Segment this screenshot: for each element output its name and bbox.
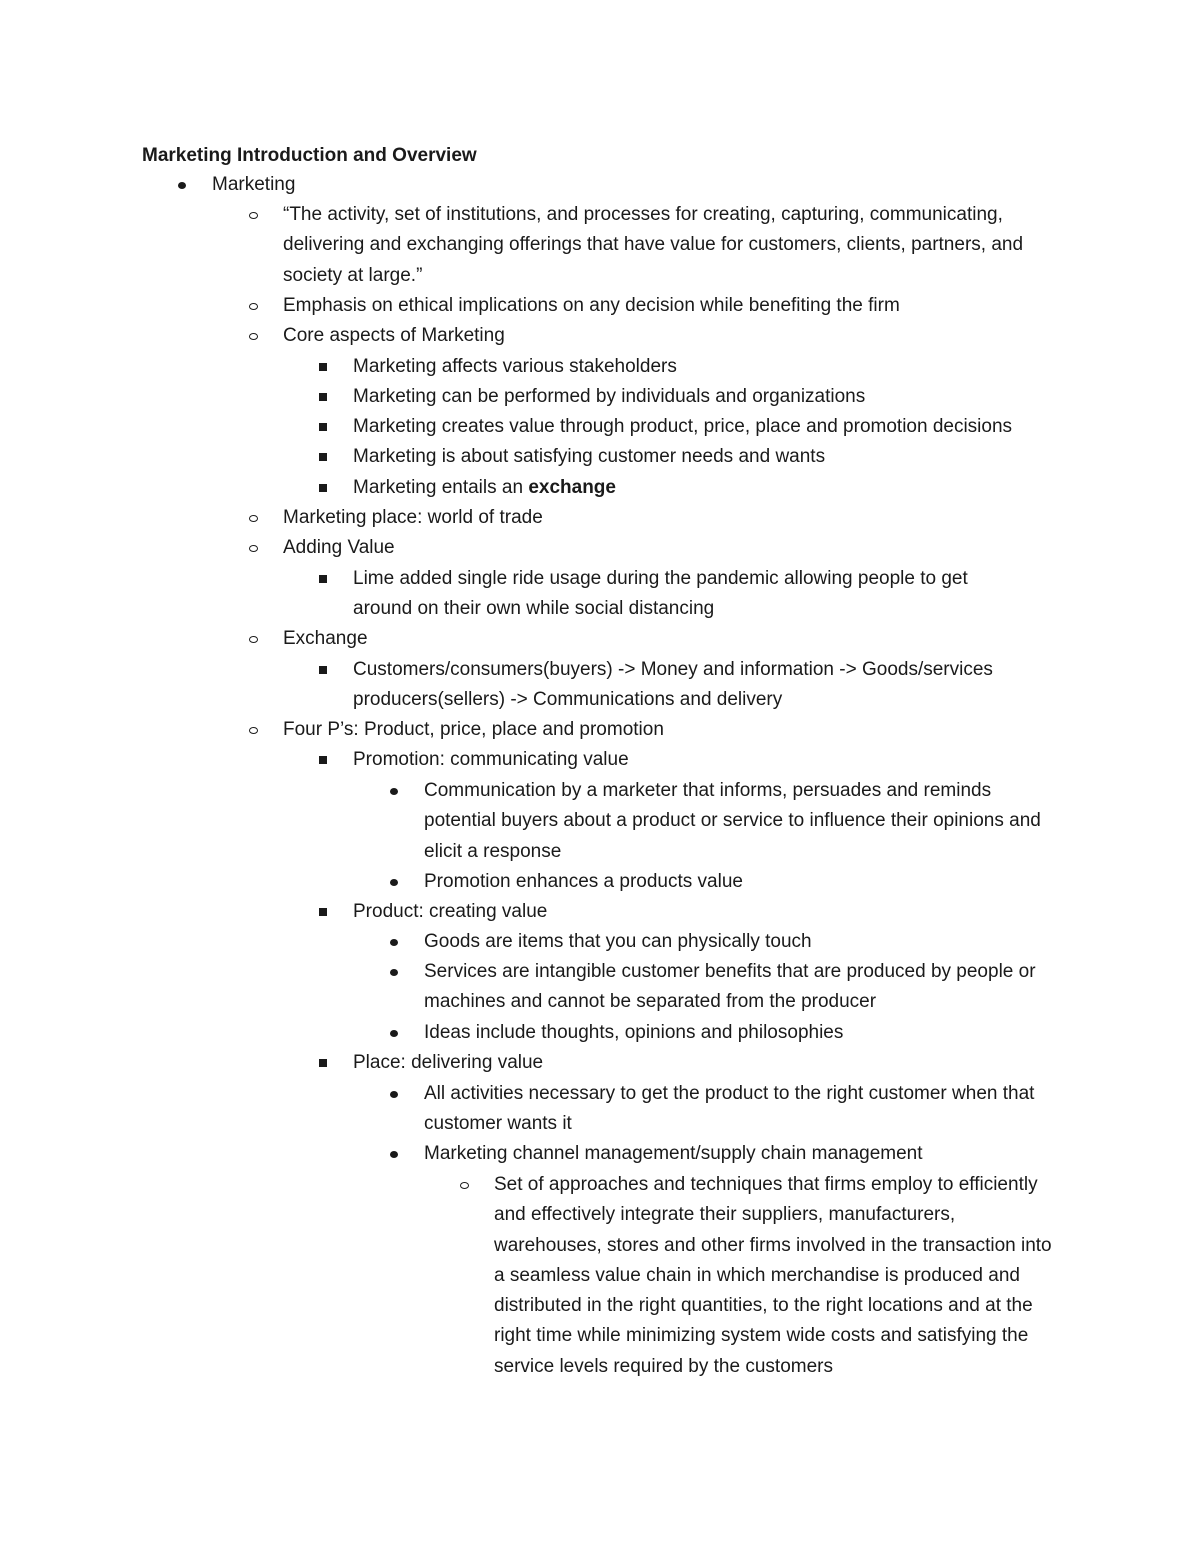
list-item-text: Promotion enhances a products value — [424, 871, 743, 892]
list-item-text: Customers/consumers(buyers) -> Money and information -> Goods/services producers(sellers) -> Communications and delivery — [353, 659, 993, 711]
list-item-exchange-flow — [353, 655, 1033, 716]
bullet-square-icon — [313, 412, 333, 442]
list-item-place-2 — [424, 1139, 1054, 1169]
list-item-promotion — [353, 745, 1053, 775]
list-item-text: All activities necessary to get the product to the right customer when that customer wants it — [424, 1083, 1035, 1135]
list-item-text: Marketing can be performed by individuals and organizations — [353, 386, 866, 407]
list-item-text: Marketing place: world of trade — [283, 507, 543, 528]
list-item-four-ps — [283, 715, 1058, 745]
list-item-text: Place: delivering value — [353, 1052, 544, 1073]
list-item-core-5 — [353, 473, 1073, 503]
list-item-text: Marketing channel management/supply chain management — [424, 1143, 923, 1164]
emphasis-exchange: exchange — [528, 477, 616, 498]
list-item-text: Marketing — [212, 174, 296, 195]
bullet-disc-icon — [384, 776, 404, 806]
bullet-square-icon — [313, 655, 333, 685]
list-item-definition — [283, 200, 1058, 291]
bullet-disc-icon — [384, 927, 404, 957]
bullet-square-icon — [313, 1048, 333, 1078]
list-item-core-aspects — [283, 321, 1058, 351]
page-title: Marketing Introduction and Overview — [142, 145, 477, 166]
list-item-text: “The activity, set of institutions, and processes for creating, capturing, communicating, delivering and exchanging offerings that have value for customers, clients, partners, and society at large.” — [283, 204, 1024, 286]
list-item-text: Adding Value — [283, 537, 395, 558]
list-item-core-4 — [353, 442, 1073, 472]
list-item-text: Communication by a marketer that informs, persuades and reminds potential buyers about a product or service to influence their opinions and elicit a response — [424, 780, 1041, 862]
list-item-core-1 — [353, 352, 1073, 382]
bullet-circle-icon — [243, 624, 263, 654]
list-item-text: Product: creating value — [353, 901, 548, 922]
list-item-core-3 — [353, 412, 1073, 442]
list-item-marketplace — [283, 503, 1058, 533]
list-item-adding-value — [283, 533, 1058, 563]
list-item-marketing — [212, 170, 972, 200]
bullet-square-icon — [313, 442, 333, 472]
list-item-lime — [353, 564, 1013, 625]
bullet-circle-icon — [243, 321, 263, 351]
list-item-promotion-1 — [424, 776, 1054, 867]
list-item-product — [353, 897, 1053, 927]
list-item-text: Goods are items that you can physically touch — [424, 931, 812, 952]
list-item-exchange — [283, 624, 1058, 654]
bullet-square-icon — [313, 897, 333, 927]
list-item-core-2 — [353, 382, 1073, 412]
list-item-text: Four P’s: Product, price, place and promotion — [283, 719, 664, 740]
bullet-disc-icon — [384, 1018, 404, 1048]
bullet-disc-icon — [172, 170, 192, 200]
bullet-circle-icon — [454, 1170, 474, 1200]
list-item-text: Emphasis on ethical implications on any decision while benefiting the firm — [283, 295, 900, 316]
bullet-square-icon — [313, 382, 333, 412]
list-item-text: Ideas include thoughts, opinions and philosophies — [424, 1022, 844, 1043]
bullet-square-icon — [313, 564, 333, 594]
bullet-disc-icon — [384, 1079, 404, 1109]
bullet-circle-icon — [243, 533, 263, 563]
list-item-product-2 — [424, 957, 1054, 1018]
list-item-place — [353, 1048, 1053, 1078]
list-item-text: Set of approaches and techniques that firms employ to efficiently and effectively integrate their suppliers, manufacturers, warehouses, stores and other firms involved in the transaction into a seamless value chain in which merchandise is produced and distributed in the right quantities, to the right locations and at the right time while minimizing system wide costs and satisfying the service levels required by the customers — [494, 1174, 1052, 1377]
list-item-text — [353, 473, 1073, 503]
bullet-circle-icon — [243, 291, 263, 321]
list-item-place-2-1 — [494, 1170, 1059, 1382]
list-item-text: Marketing is about satisfying customer needs and wants — [353, 446, 826, 467]
bullet-circle-icon — [243, 503, 263, 533]
bullet-disc-icon — [384, 1139, 404, 1169]
list-item-ethics — [283, 291, 1058, 321]
list-item-text: Lime added single ride usage during the pandemic allowing people to get around on their own while social distancing — [353, 568, 968, 620]
list-item-text-prefix: Marketing entails an — [353, 477, 529, 498]
list-item-product-3 — [424, 1018, 1054, 1048]
list-item-text: Promotion: communicating value — [353, 749, 629, 770]
list-item-text: Services are intangible customer benefits that are produced by people or machines and cannot be separated from the producer — [424, 961, 1036, 1013]
bullet-circle-icon — [243, 200, 263, 230]
bullet-circle-icon — [243, 715, 263, 745]
bullet-square-icon — [313, 473, 333, 503]
list-item-text: Core aspects of Marketing — [283, 325, 505, 346]
list-item-text: Marketing creates value through product, price, place and promotion decisions — [353, 416, 1013, 437]
list-item-place-1 — [424, 1079, 1049, 1140]
bullet-disc-icon — [384, 957, 404, 987]
bullet-square-icon — [313, 745, 333, 775]
list-item-promotion-2 — [424, 867, 1054, 897]
bullet-square-icon — [313, 352, 333, 382]
list-item-text: Exchange — [283, 628, 368, 649]
list-item-product-1 — [424, 927, 1054, 957]
list-item-text: Marketing affects various stakeholders — [353, 356, 677, 377]
bullet-disc-icon — [384, 867, 404, 897]
